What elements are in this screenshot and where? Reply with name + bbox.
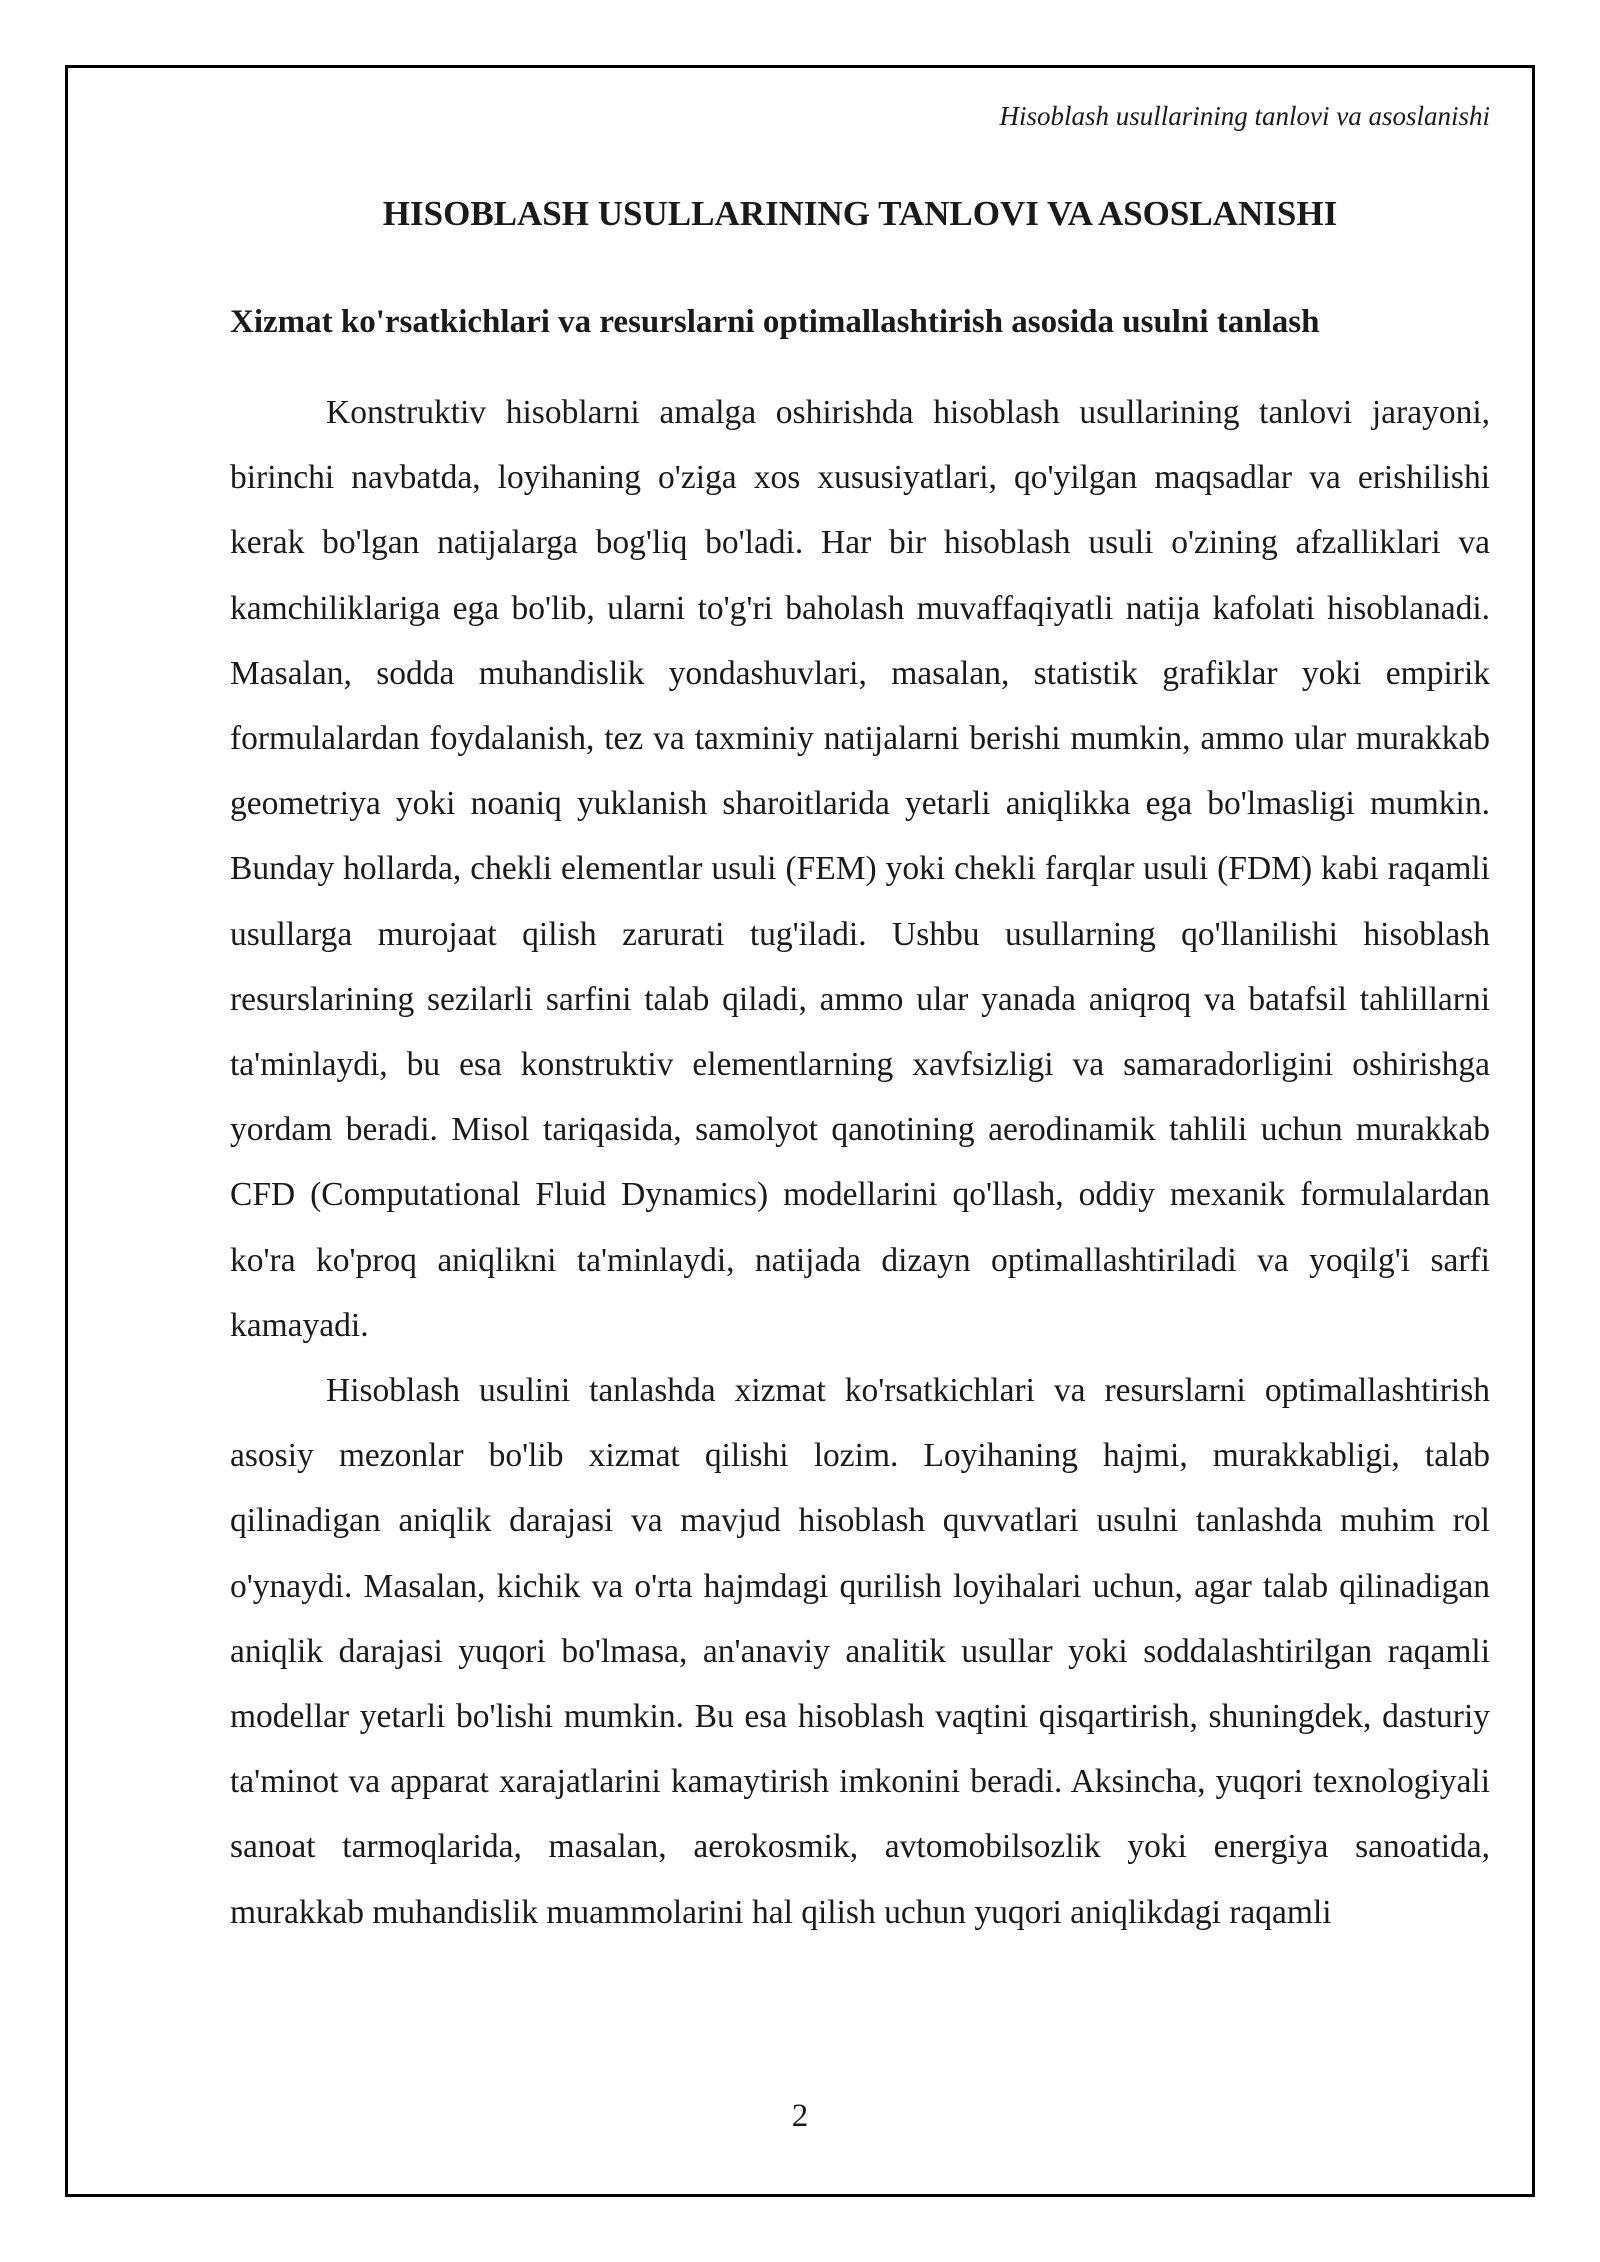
page-number: 2 [791,2098,809,2134]
running-header: Hisoblash usullarining tanlovi va asoslanishi [999,101,1490,131]
section-heading: Xizmat ko'rsatkichlari va resurslarni optimallashtirish asosida usulni tanlash [230,304,1320,340]
body-text [230,380,1490,1945]
paragraph: Konstruktiv hisoblarni amalga oshirishda hisoblash usullarining tanlovi jarayoni, birinchi navbatda, loyihaning o'ziga xos xususiyatlari, qo'yilgan maqsadlar va erishilishi kerak bo'lgan natijalarga bog'liq bo'ladi. Har bir hisoblash usuli o'zining afzalliklari va kamchiliklariga ega bo'lib, ularni to'g'ri baholash muvaffaqiyatli natija kafolati hisoblanadi. Masalan, sodda muhandislik yondashuvlari, masalan, statistik grafiklar yoki empirik formulalardan foydalanish, tez va taxminiy natijalarni berishi mumkin, ammo ular murakkab geometriya yoki noaniq yuklanish sharoitlarida yetarli aniqlikka ega bo'lmasligi mumkin. Bunday hollarda, chekli elementlar usuli (FEM) yoki chekli farqlar usuli (FDM) kabi raqamli usullarga murojaat qilish zarurati tug'iladi. Ushbu usullarning qo'llanilishi hisoblash resurslarining sezilarli sarfini talab qiladi, ammo ular yanada aniqroq va batafsil tahlillarni ta'minlaydi, bu esa konstruktiv elementlarning xavfsizligi va samaradorligini oshirishga yordam beradi. Misol tariqasida, samolyot qanotining aerodinamik tahlili uchun murakkab CFD (Computational Fluid Dynamics) modellarini qo'llash, oddiy mexanik formulalardan ko'ra ko'proq aniqlikni ta'minlaydi, natijada dizayn optimallashtiriladi va yoqilg'i sarfi kamayadi. [230,394,1490,1344]
document-title: HISOBLASH USULLARINING TANLOVI VA ASOSLANISHI [382,194,1338,233]
paragraph: Hisoblash usulini tanlashda xizmat ko'rsatkichlari va resurslarni optimallashtirish asosiy mezonlar bo'lib xizmat qilishi lozim. Loyihaning hajmi, murakkabligi, talab qilinadigan aniqlik darajasi va mavjud hisoblash quvvatlari usulni tanlashda muhim rol o'ynaydi. Masalan, kichik va o'rta hajmdagi qurilish loyihalari uchun, agar talab qilinadigan aniqlik darajasi yuqori bo'lmasa, an'anaviy analitik usullar yoki soddalashtirilgan raqamli modellar yetarli bo'lishi mumkin. Bu esa hisoblash vaqtini qisqartirish, shuningdek, dasturiy ta'minot va apparat xarajatlarini kamaytirish imkonini beradi. Aksincha, yuqori texnologiyali sanoat tarmoqlarida, masalan, aerokosmik, avtomobilsozlik yoki energiya sanoatida, murakkab muhandislik muammolarini hal qilish uchun yuqori aniqlikdagi raqamli [230,1372,1490,1931]
